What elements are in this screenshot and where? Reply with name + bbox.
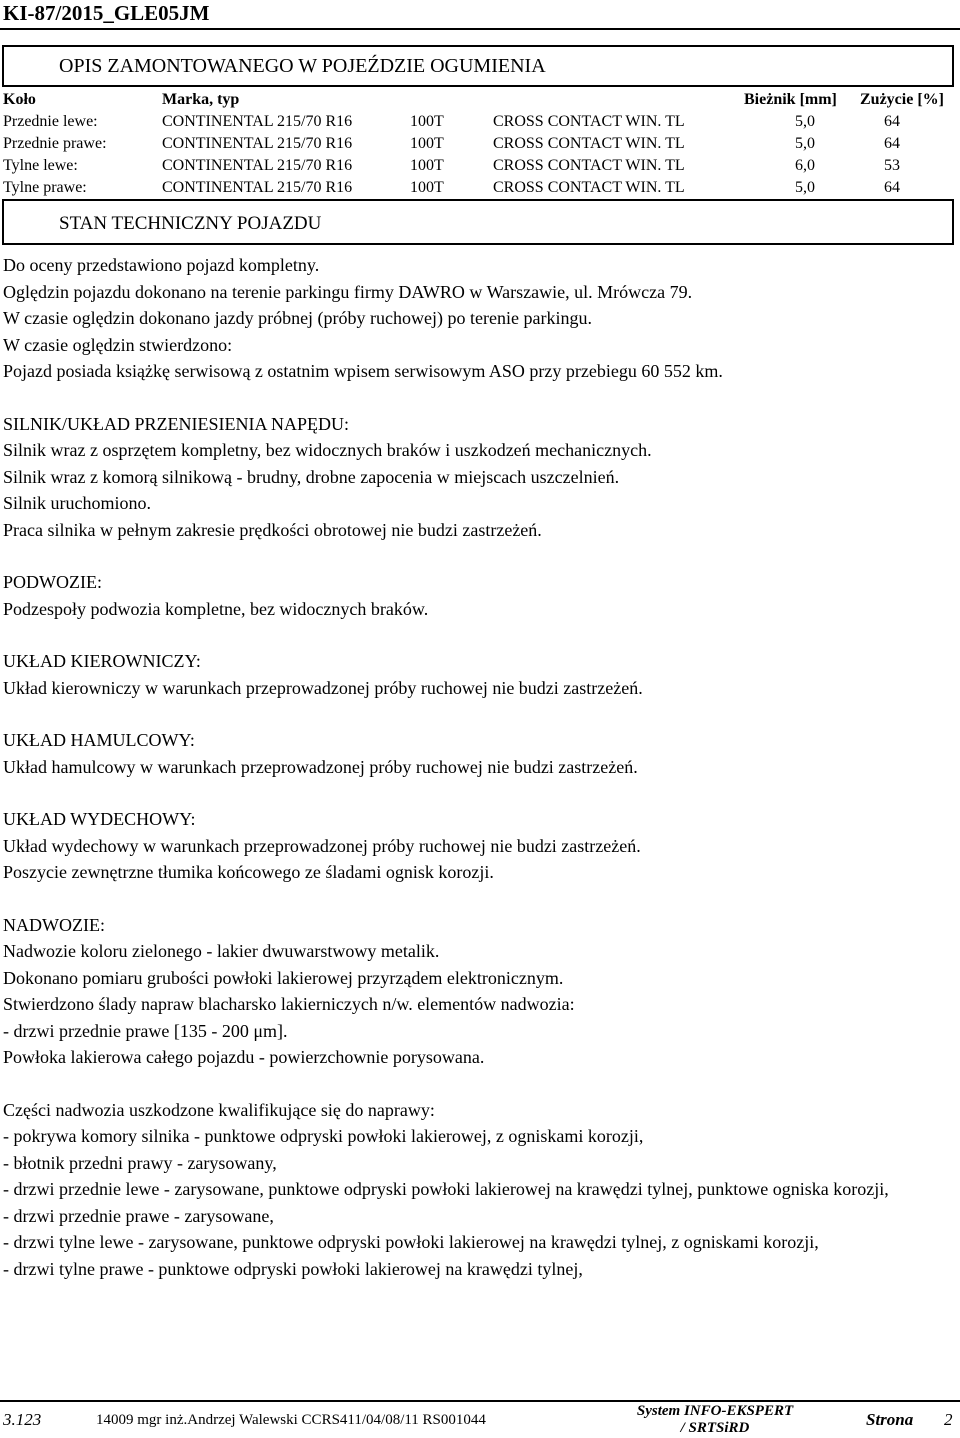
body-line: Silnik wraz z osprzętem kompletny, bez widocznych braków i uszkodzeń mechanicznych. — [3, 440, 652, 460]
steering-heading: UKŁAD KIEROWNICZY: — [3, 651, 201, 671]
tires-table — [0, 89, 960, 199]
tire-load-index: 100T — [410, 179, 444, 196]
tire-tread: 5,0 — [795, 135, 815, 152]
body-line: Układ kierowniczy w warunkach przeprowadzonej próby ruchowej nie budzi zastrzeżeń. — [3, 677, 643, 698]
engine-heading: SILNIK/UKŁAD PRZENIESIENIA NAPĘDU: — [3, 413, 349, 434]
tire-position: Przednie prawe: — [3, 135, 107, 152]
document-id: KI-87/2015_GLE05JM — [3, 1, 210, 25]
tire-load-index: 100T — [410, 113, 444, 130]
body-line: Układ wydechowy w warunkach przeprowadzonej próby ruchowej nie budzi zastrzeżeń. — [3, 835, 641, 856]
body-line: Oględzin pojazdu dokonano na terenie parkingu firmy DAWRO w Warszawie, ul. Mrówcza 79. — [3, 281, 693, 302]
tire-size: CONTINENTAL 215/70 R16 — [162, 135, 353, 152]
body-line: Do oceny przedstawiono pojazd kompletny. — [3, 255, 320, 275]
tire-wear: 53 — [884, 157, 900, 174]
column-header-wear: Zużycie [%] — [860, 91, 944, 108]
body-line: Dokonano pomiaru grubości powłoki lakierowej przyrządem elektronicznym. — [3, 967, 564, 988]
tire-wear: 64 — [884, 135, 900, 152]
footer-system — [620, 1403, 810, 1437]
tire-model: CROSS CONTACT WIN. TL — [493, 157, 685, 174]
body-line: Układ hamulcowy w warunkach przeprowadzonej próby ruchowej nie budzi zastrzeżeń. — [3, 756, 638, 777]
body-line: - drzwi przednie lewe - zarysowane, punktowe odpryski powłoki lakierowej na krawędzi tylnej, punktowe ogniska korozji, — [3, 1179, 889, 1199]
tire-tread: 6,0 — [795, 157, 815, 174]
tires-section-header — [2, 45, 954, 87]
header-rule — [0, 28, 960, 30]
tire-model: CROSS CONTACT WIN. TL — [493, 113, 685, 130]
condition-section-title: STAN TECHNICZNY POJAZDU — [59, 213, 322, 234]
body-line: Powłoka lakierowa całego pojazdu - powierzchownie porysowana. — [3, 1047, 485, 1067]
body-line: Silnik uruchomiono. — [3, 493, 151, 513]
body-line: W czasie oględzin dokonano jazdy próbnej (próby ruchowej) po terenie parkingu. — [3, 308, 592, 328]
bodywork-heading: NADWOZIE: — [3, 914, 105, 935]
tire-wear: 64 — [884, 179, 900, 196]
body-line: - błotnik przedni prawy - zarysowany, — [3, 1152, 277, 1173]
tire-model: CROSS CONTACT WIN. TL — [493, 179, 685, 196]
tire-tread: 5,0 — [795, 179, 815, 196]
column-header-tread: Bieżnik [mm] — [744, 91, 837, 108]
tire-tread: 5,0 — [795, 113, 815, 130]
body-line: - pokrywa komory silnika - punktowe odpryski powłoki lakierowej, z ogniskami korozji, — [3, 1126, 644, 1146]
body-line: - drzwi tylne lewe - zarysowane, punktowe odpryski powłoki lakierowej na krawędzi tylnej, z ogniskami korozji, — [3, 1232, 819, 1252]
body-line: Nadwozie koloru zielonego - lakier dwuwarstwowy metalik. — [3, 941, 440, 961]
tire-model: CROSS CONTACT WIN. TL — [493, 135, 685, 152]
body-line: Silnik wraz z komorą silnikową - brudny, drobne zapocenia w miejscach uszczelnień. — [3, 466, 620, 487]
condition-section-header — [2, 199, 954, 245]
tire-wear: 64 — [884, 113, 900, 130]
page-footer — [0, 1400, 960, 1438]
footer-author: 14009 mgr inż.Andrzej Walewski CCRS411/04/08/11 RS001044 — [96, 1412, 486, 1428]
body-line: Stwierdzono ślady napraw blacharsko lakierniczych n/w. elementów nadwozia: — [3, 994, 575, 1014]
footer-system-line1: System INFO-EKSPERT — [636, 1403, 794, 1419]
body-line: Poszycie zewnętrzne tłumika końcowego ze śladami ognisk korozji. — [3, 862, 494, 882]
exhaust-heading: UKŁAD WYDECHOWY: — [3, 809, 196, 829]
brakes-heading: UKŁAD HAMULCOWY: — [3, 730, 195, 750]
tires-section-title: OPIS ZAMONTOWANEGO W POJEŹDZIE OGUMIENIA — [59, 55, 546, 77]
footer-system-line2: / SRTSiRD — [680, 1420, 750, 1436]
footer-page-label: Strona — [866, 1410, 914, 1429]
tire-size: CONTINENTAL 215/70 R16 — [162, 179, 353, 196]
tire-position: Tylne lewe: — [3, 157, 78, 174]
body-line: Podzespoły podwozia kompletne, bez widocznych braków. — [3, 598, 429, 619]
table-row — [0, 177, 960, 199]
body-line: - drzwi przednie prawe - zarysowane, — [3, 1205, 274, 1226]
table-row — [0, 155, 960, 177]
footer-rule — [0, 1400, 960, 1402]
tire-size: CONTINENTAL 215/70 R16 — [162, 113, 353, 130]
tire-position: Tylne prawe: — [3, 179, 87, 196]
body-line: - drzwi przednie prawe [135 - 200 μm]. — [3, 1020, 288, 1041]
table-row — [0, 133, 960, 155]
body-line: Pojazd posiada książkę serwisową z ostatnim wpisem serwisowym ASO przy przebiegu 60 552 km. — [3, 361, 723, 381]
column-header-brand: Marka, typ — [162, 91, 240, 108]
footer-page-number: 2 — [944, 1410, 953, 1429]
tires-table-header — [0, 89, 960, 111]
footer-number: 3.123 — [3, 1410, 42, 1429]
tire-load-index: 100T — [410, 157, 444, 174]
body-line: W czasie oględzin stwierdzono: — [3, 334, 233, 355]
damaged-parts-heading: Części nadwozia uszkodzone kwalifikujące się do naprawy: — [3, 1099, 435, 1120]
chassis-heading: PODWOZIE: — [3, 572, 102, 592]
body-line: Praca silnika w pełnym zakresie prędkości obrotowej nie budzi zastrzeżeń. — [3, 519, 542, 540]
tire-position: Przednie lewe: — [3, 113, 98, 130]
body-line: - drzwi tylne prawe - punktowe odpryski powłoki lakierowej na krawędzi tylnej, — [3, 1258, 583, 1279]
report-body — [3, 252, 955, 1282]
table-row — [0, 111, 960, 133]
tire-size: CONTINENTAL 215/70 R16 — [162, 157, 353, 174]
tire-load-index: 100T — [410, 135, 444, 152]
column-header-position: Koło — [3, 91, 36, 108]
